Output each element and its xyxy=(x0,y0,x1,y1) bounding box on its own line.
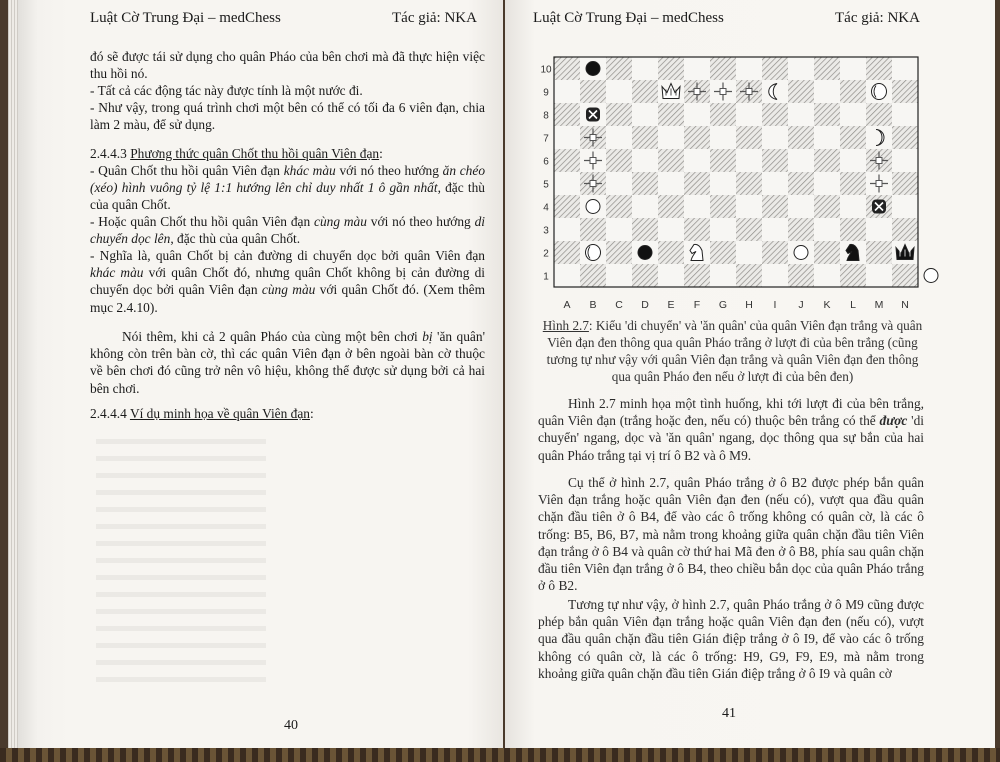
text: với nó theo hướng xyxy=(366,214,475,229)
board-square xyxy=(892,218,918,241)
rank-label: 6 xyxy=(543,156,549,168)
board-square xyxy=(632,103,658,126)
rank-label: 5 xyxy=(543,179,549,191)
board-square xyxy=(710,103,736,126)
section-title: Ví dụ minh họa về quân Viên đạn xyxy=(129,406,310,421)
board-square xyxy=(866,57,892,80)
figure-caption xyxy=(540,317,925,385)
text-italic: khác màu xyxy=(283,163,336,178)
board-square xyxy=(710,126,736,149)
file-label: C xyxy=(615,299,623,311)
file-label: H xyxy=(745,299,753,311)
board-square xyxy=(814,80,840,103)
board-square xyxy=(814,57,840,80)
board-square xyxy=(788,195,814,218)
file-label: L xyxy=(850,299,856,311)
board-square xyxy=(632,195,658,218)
board-square xyxy=(892,80,918,103)
board-square xyxy=(632,172,658,195)
board-square xyxy=(840,80,866,103)
board-square xyxy=(866,103,892,126)
caption-label: Hình 2.7 xyxy=(542,318,589,333)
board-square xyxy=(606,172,632,195)
text-italic: ăn chéo (xéo) hình vuông tỷ lệ 1:1 hướng lên chỉ duy nhất 1 ô gần nhất xyxy=(90,163,486,196)
board-square xyxy=(840,149,866,172)
board-square xyxy=(684,172,710,195)
file-label: K xyxy=(823,299,831,311)
board-square xyxy=(554,57,580,80)
board-square xyxy=(684,103,710,126)
board-square xyxy=(710,172,736,195)
text-bold-italic: được xyxy=(879,413,908,429)
board-square xyxy=(606,241,632,264)
section-colon: : xyxy=(310,406,314,421)
board-square xyxy=(658,149,684,172)
rank-label: 1 xyxy=(543,271,549,283)
rank-label: 7 xyxy=(543,133,549,145)
board-square xyxy=(710,218,736,241)
section-heading xyxy=(90,405,485,422)
board-square xyxy=(606,149,632,172)
bullet-piece-white xyxy=(794,246,808,260)
header-author: Tác giả: NKA xyxy=(835,10,920,26)
board-square xyxy=(736,195,762,218)
header-author: Tác giả: NKA xyxy=(392,10,477,26)
board-square xyxy=(710,241,736,264)
file-label: F xyxy=(693,299,701,311)
file-label: J xyxy=(798,299,804,311)
board-square xyxy=(762,195,788,218)
text: , đặc thù của quân Chốt. xyxy=(90,180,485,213)
board-square xyxy=(658,126,684,149)
board-square xyxy=(762,241,788,264)
board-square xyxy=(814,264,840,287)
rank-label: 9 xyxy=(543,87,549,99)
board-square xyxy=(658,57,684,80)
bullet-paragraph xyxy=(90,162,485,214)
file-label: A xyxy=(563,299,571,311)
board-square xyxy=(606,80,632,103)
bullet-paragraph xyxy=(90,213,485,247)
text-italic: cùng màu xyxy=(314,214,367,229)
board-square xyxy=(892,126,918,149)
board-square xyxy=(554,103,580,126)
board-square xyxy=(892,103,918,126)
file-label: I xyxy=(773,299,777,311)
text-italic: bị xyxy=(422,329,433,344)
section-number: 2.4.4.3 xyxy=(90,146,127,161)
file-label: M xyxy=(874,299,884,311)
board-square xyxy=(658,195,684,218)
board-square xyxy=(658,103,684,126)
board-square xyxy=(554,218,580,241)
board-square xyxy=(788,149,814,172)
board-square xyxy=(658,264,684,287)
board-square xyxy=(866,264,892,287)
board-square xyxy=(892,195,918,218)
board-square xyxy=(684,264,710,287)
board-square xyxy=(762,126,788,149)
board-squares xyxy=(554,57,918,287)
board-square xyxy=(788,218,814,241)
board-square xyxy=(554,149,580,172)
file-label: E xyxy=(667,299,675,311)
board-square xyxy=(710,57,736,80)
board-square xyxy=(580,80,606,103)
text: - Hoặc quân Chốt thu hồi quân Viên đạn xyxy=(90,214,314,229)
text: với quân Chốt đó. (Xem thêm mục 2.4.10). xyxy=(90,282,485,315)
text: 'ăn quân' không còn trên bàn cờ, thì các quân Viên đạn ở bên ngoài bàn cờ thuộc về bên chơi đó cũng trở nên vô hiệu, không thể được sử dụng bởi cả hai bên chơi. xyxy=(90,329,485,396)
board-square xyxy=(632,126,658,149)
board-square xyxy=(554,264,580,287)
board-square xyxy=(736,126,762,149)
text-italic: khác màu xyxy=(90,265,144,281)
board-square xyxy=(892,149,918,172)
board-square xyxy=(710,264,736,287)
board-square xyxy=(840,195,866,218)
paragraph: - Tất cả các động tác này được tính là một nước đi. xyxy=(90,83,363,98)
board-square xyxy=(892,264,918,287)
paragraph xyxy=(538,395,924,464)
board-square xyxy=(736,218,762,241)
board-square xyxy=(554,241,580,264)
board-square xyxy=(762,57,788,80)
board-square xyxy=(866,218,892,241)
board-square xyxy=(840,57,866,80)
board-square xyxy=(632,149,658,172)
file-label: N xyxy=(901,299,909,311)
board-square xyxy=(866,241,892,264)
board-square xyxy=(814,218,840,241)
text-italic: di chuyển dọc lên xyxy=(90,214,485,247)
board-square xyxy=(736,57,762,80)
board-square xyxy=(554,80,580,103)
section-title: Phương thức quân Chốt thu hồi quân Viên đạn xyxy=(130,146,380,161)
board-square xyxy=(606,218,632,241)
text-italic: cùng màu xyxy=(261,282,316,298)
knight-x-piece-black xyxy=(872,200,886,214)
text: Nói thêm, khi cả 2 quân Pháo của cùng một bên chơi xyxy=(122,329,423,344)
board-square xyxy=(684,149,710,172)
board-square xyxy=(736,241,762,264)
board-square xyxy=(736,149,762,172)
board-square xyxy=(684,57,710,80)
board-square xyxy=(762,218,788,241)
board-square xyxy=(762,149,788,172)
text: , đặc thù của quân Chốt. xyxy=(170,231,301,247)
board-square xyxy=(892,57,918,80)
board-square xyxy=(684,195,710,218)
bullet-piece-black xyxy=(586,62,600,76)
bullet-piece-white xyxy=(586,200,600,214)
board-square xyxy=(710,195,736,218)
bullet-paragraph xyxy=(90,247,485,316)
board-square xyxy=(814,149,840,172)
board-square xyxy=(788,126,814,149)
board-square xyxy=(814,126,840,149)
rank-label: 8 xyxy=(543,110,549,122)
board-square xyxy=(632,218,658,241)
cannon-piece-white xyxy=(872,84,887,100)
table-surface xyxy=(0,748,1000,762)
board-square xyxy=(788,57,814,80)
rank-label: 4 xyxy=(543,202,549,214)
cannon-piece-white xyxy=(586,245,601,261)
rank-labels xyxy=(540,65,552,283)
board-square xyxy=(762,172,788,195)
board-square xyxy=(658,241,684,264)
board-square xyxy=(840,126,866,149)
board-square xyxy=(788,103,814,126)
board-square xyxy=(658,172,684,195)
file-label: D xyxy=(641,299,649,311)
board-square xyxy=(554,126,580,149)
show-through-text xyxy=(96,430,266,690)
board-square xyxy=(892,172,918,195)
board-square xyxy=(840,172,866,195)
board-square xyxy=(580,264,606,287)
board-square xyxy=(814,172,840,195)
board-square xyxy=(762,264,788,287)
rank-label: 10 xyxy=(540,64,552,76)
header-title: Luật Cờ Trung Đại – medChess xyxy=(90,10,281,26)
board-square xyxy=(814,103,840,126)
board-square xyxy=(866,126,892,149)
board-square xyxy=(840,218,866,241)
section-heading xyxy=(90,145,485,162)
page-stack-edge xyxy=(8,0,18,762)
board-square xyxy=(632,80,658,103)
chess-board-diagram xyxy=(532,52,952,314)
paragraph: Tương tự như vậy, ở hình 2.7, quân Pháo trắng ở ô M9 cũng được phép bắn quân Viên đạn trắng hoặc quân Viên đạn đen (nếu có), vượt qua đầu quân chặn đầu tiên Gián điệp trắng ở ô I9, để vào các ô trống không có quân cờ, là các ô trống: H9, G9, F9, E9, mà nằm trong khoảng giữa quân chặn đầu tiên Gián điệp trắng ở ô I9 và quân cờ xyxy=(538,597,924,681)
file-label: B xyxy=(589,299,597,311)
rank-label: 3 xyxy=(543,225,549,237)
paragraph: đó sẽ được tái sử dụng cho quân Pháo của bên chơi mà đã thực hiện việc thu hồi nó. xyxy=(90,49,485,82)
board-square xyxy=(840,103,866,126)
board-square xyxy=(840,264,866,287)
board-square xyxy=(606,126,632,149)
text: với quân Chốt đó, nhưng quân Chốt không bị cản đường di chuyển dọc bởi quân Viên đạn xyxy=(90,265,486,298)
board-square xyxy=(684,218,710,241)
page-number: 40 xyxy=(284,718,298,733)
board-square xyxy=(762,80,788,103)
board-square xyxy=(736,103,762,126)
text: Hình 2.7 minh họa một tình huống, khi tới lượt đi của bên trắng, quân Viên đạn (trắng hoặc đen, nếu có) thuộc bên trắng có thể xyxy=(538,396,924,429)
board-square xyxy=(788,264,814,287)
text: 'di chuyển' ngang, dọc và 'ăn quân' ngang, dọc thông qua sự bắn của hai quân Pháo trắng tại vị trí ô B2 và ô M9. xyxy=(538,413,924,463)
text: - Quân Chốt thu hồi quân Viên đạn xyxy=(90,163,284,178)
file-labels xyxy=(563,299,908,311)
knight-x-piece-black xyxy=(586,108,600,122)
board-square xyxy=(606,57,632,80)
board-square xyxy=(736,264,762,287)
board-square xyxy=(814,195,840,218)
board-square xyxy=(554,195,580,218)
caption-text: : Kiểu 'di chuyển' và 'ăn quân' của quân Viên đạn trắng và quân Viên đạn đen thông qua quân Pháo trắng ở lượt đi của bên trắng (cũng tương tự như vậy với quân Viên đạn trắng và quân Viên đạn đen thông qua quân Pháo đen nếu ở lượt đi của bên đen) xyxy=(546,318,923,384)
section-number: 2.4.4.4 xyxy=(90,406,127,421)
text: - Nghĩa là, quân Chốt bị cản đường di chuyển dọc bởi quân Viên đạn xyxy=(90,248,485,263)
board-square xyxy=(710,149,736,172)
file-label: G xyxy=(718,299,728,311)
header-title: Luật Cờ Trung Đại – medChess xyxy=(533,10,724,26)
board-square xyxy=(736,172,762,195)
page-number: 41 xyxy=(722,706,736,721)
paragraph: - Như vậy, trong quá trình chơi một bên có thể có tối đa 6 viên đạn, chia làm 2 màu, để sử dụng. xyxy=(90,100,485,133)
board-square xyxy=(606,103,632,126)
board-square xyxy=(554,172,580,195)
board-square xyxy=(658,218,684,241)
board-square xyxy=(580,218,606,241)
board-square xyxy=(814,241,840,264)
bullet-piece-black xyxy=(638,246,652,260)
board-square xyxy=(684,126,710,149)
paragraph: Cụ thể ở hình 2.7, quân Pháo trắng ở ô B2 được phép bắn quân Viên đạn trắng hoặc quân Viên đạn đen (nếu có), vượt qua đầu quân chặn đầu tiên ở ô B4, để vào các ô trống không có quân cờ, là các ô trống: B5, B6, B7, mà nằm trong khoảng giữa quân chặn đầu tiên Viên đạn trắng ở ô B4 và quân cờ thứ hai Mã đen ở ô B8, phía sau quân chặn đầu tiên Viên đạn trắng ở ô B4, theo chiều bắn dọc của quân Pháo trắng ở ô B2. xyxy=(538,475,924,594)
paragraph xyxy=(90,328,485,397)
left-page xyxy=(8,0,503,762)
text: với nó theo hướng xyxy=(335,163,443,178)
board-square xyxy=(788,172,814,195)
board-square xyxy=(788,80,814,103)
board-square xyxy=(632,264,658,287)
board-square xyxy=(606,195,632,218)
board-square xyxy=(632,57,658,80)
bullet-piece-white xyxy=(924,269,938,283)
section-colon: : xyxy=(379,146,383,161)
board-square xyxy=(762,103,788,126)
rank-label: 2 xyxy=(543,248,549,260)
board-square xyxy=(606,264,632,287)
